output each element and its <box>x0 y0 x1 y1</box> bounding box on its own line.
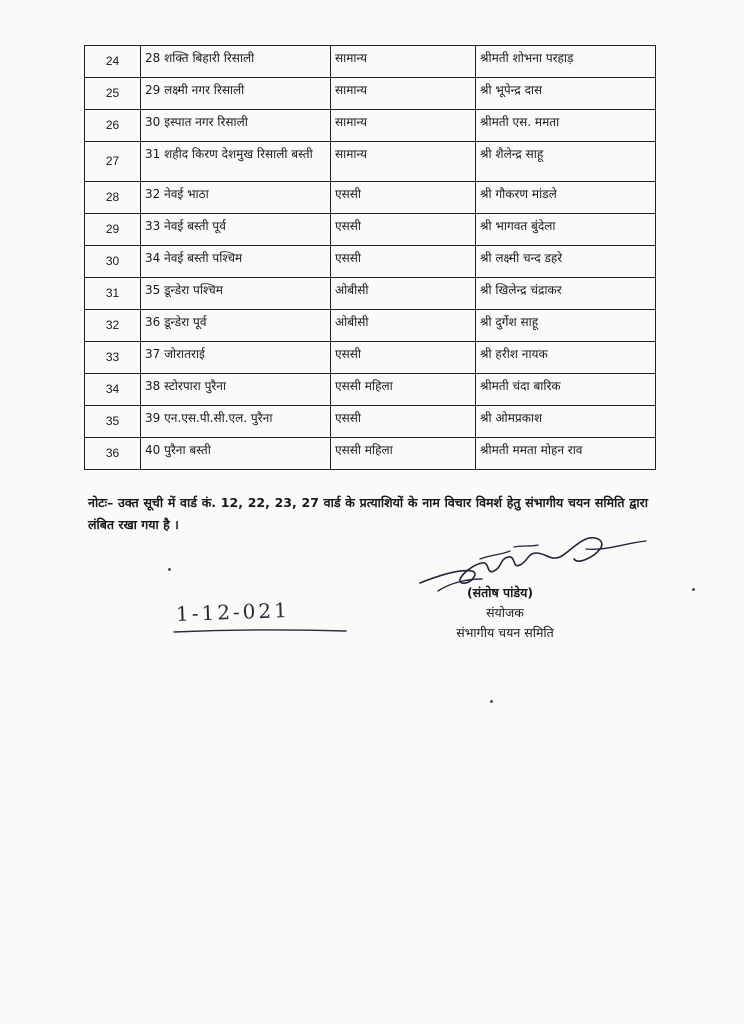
signatory-designation: संयोजक <box>486 605 524 620</box>
handwritten-date-text: 1-12-021 <box>175 598 291 626</box>
table-row <box>85 310 656 342</box>
table-row <box>85 246 656 278</box>
candidate-cell: श्री दुर्गेश साहू <box>476 310 656 342</box>
category-cell: एससी महिला <box>331 438 476 470</box>
table-body <box>85 46 656 470</box>
category-cell: सामान्य <box>331 46 476 78</box>
candidate-cell: श्रीमती ममता मोहन राव <box>476 438 656 470</box>
serial-cell: 25 <box>85 78 141 110</box>
candidate-cell: श्री भागवत बुंदेला <box>476 214 656 246</box>
ward-cell: 37 जोरातराई <box>141 342 331 374</box>
candidate-cell: श्रीमती शोभना परहाड़ <box>476 46 656 78</box>
date-underline <box>172 628 348 634</box>
table-row <box>85 342 656 374</box>
ward-cell: 40 पुरैना बस्ती <box>141 438 331 470</box>
ward-cell: 33 नेवई बस्ती पूर्व <box>141 214 331 246</box>
serial-cell: 27 <box>85 142 141 182</box>
ward-cell: 32 नेवई भाठा <box>141 182 331 214</box>
ward-cell: 36 डून्डेरा पूर्व <box>141 310 331 342</box>
table-row <box>85 182 656 214</box>
candidate-cell: श्री गौकरण मांडले <box>476 182 656 214</box>
paper-speck <box>168 568 171 571</box>
category-cell: सामान्य <box>331 110 476 142</box>
ward-cell: 31 शहीद किरण देशमुख रिसाली बस्ती <box>141 142 331 182</box>
paper-speck <box>692 588 695 591</box>
table-row <box>85 438 656 470</box>
ward-cell: 34 नेवई बस्ती पश्चिम <box>141 246 331 278</box>
category-cell: एससी <box>331 246 476 278</box>
paper-speck <box>490 700 493 703</box>
table-row <box>85 78 656 110</box>
footnote: नोटः– उक्त सूची में वार्ड कं. 12, 22, 23, 27 वार्ड के प्रत्याशियों के नाम विचार विमर्श हेतु संभागीय चयन समिति द्वारा लंबित रखा गया है । <box>88 495 648 532</box>
category-cell: एससी <box>331 342 476 374</box>
candidate-cell: श्री शैलेन्द्र साहू <box>476 142 656 182</box>
ward-cell: 30 इस्पात नगर रिसाली <box>141 110 331 142</box>
category-cell: सामान्य <box>331 78 476 110</box>
table-row <box>85 214 656 246</box>
table-row <box>85 110 656 142</box>
category-cell: एससी <box>331 214 476 246</box>
category-cell: सामान्य <box>331 142 476 182</box>
signatory-committee: संभागीय चयन समिति <box>456 625 554 640</box>
category-cell: ओबीसी <box>331 310 476 342</box>
ward-cell: 29 लक्ष्मी नगर रिसाली <box>141 78 331 110</box>
serial-cell: 28 <box>85 182 141 214</box>
candidate-cell: श्री लक्ष्मी चन्द डहरे <box>476 246 656 278</box>
signatory-name: (संतोष पांडेय) <box>466 585 534 600</box>
serial-cell: 36 <box>85 438 141 470</box>
category-cell: एससी <box>331 182 476 214</box>
serial-cell: 30 <box>85 246 141 278</box>
table-row <box>85 46 656 78</box>
ward-cell: 28 शक्ति बिहारी रिसाली <box>141 46 331 78</box>
table-row <box>85 374 656 406</box>
candidate-cell: श्रीमती एस. ममता <box>476 110 656 142</box>
signatory-block <box>430 583 580 643</box>
candidate-cell: श्री भूपेन्द्र दास <box>476 78 656 110</box>
serial-cell: 31 <box>85 278 141 310</box>
ward-cell: 39 एन.एस.पी.सी.एल. पुरैना <box>141 406 331 438</box>
table-row <box>85 142 656 182</box>
category-cell: एससी महिला <box>331 374 476 406</box>
ward-cell: 38 स्टोरपारा पुरैना <box>141 374 331 406</box>
category-cell: एससी <box>331 406 476 438</box>
table-row <box>85 278 656 310</box>
serial-cell: 26 <box>85 110 141 142</box>
table-row <box>85 406 656 438</box>
serial-cell: 32 <box>85 310 141 342</box>
serial-cell: 34 <box>85 374 141 406</box>
handwritten-date <box>172 598 352 638</box>
serial-cell: 35 <box>85 406 141 438</box>
serial-cell: 33 <box>85 342 141 374</box>
serial-cell: 24 <box>85 46 141 78</box>
candidate-cell: श्रीमती चंदा बारिक <box>476 374 656 406</box>
candidate-cell: श्री खिलेन्द्र चंद्राकर <box>476 278 656 310</box>
ward-cell: 35 डून्डेरा पश्चिम <box>141 278 331 310</box>
candidate-cell: श्री ओमप्रकाश <box>476 406 656 438</box>
serial-cell: 29 <box>85 214 141 246</box>
candidate-cell: श्री हरीश नायक <box>476 342 656 374</box>
category-cell: ओबीसी <box>331 278 476 310</box>
ward-candidate-table <box>84 45 656 470</box>
